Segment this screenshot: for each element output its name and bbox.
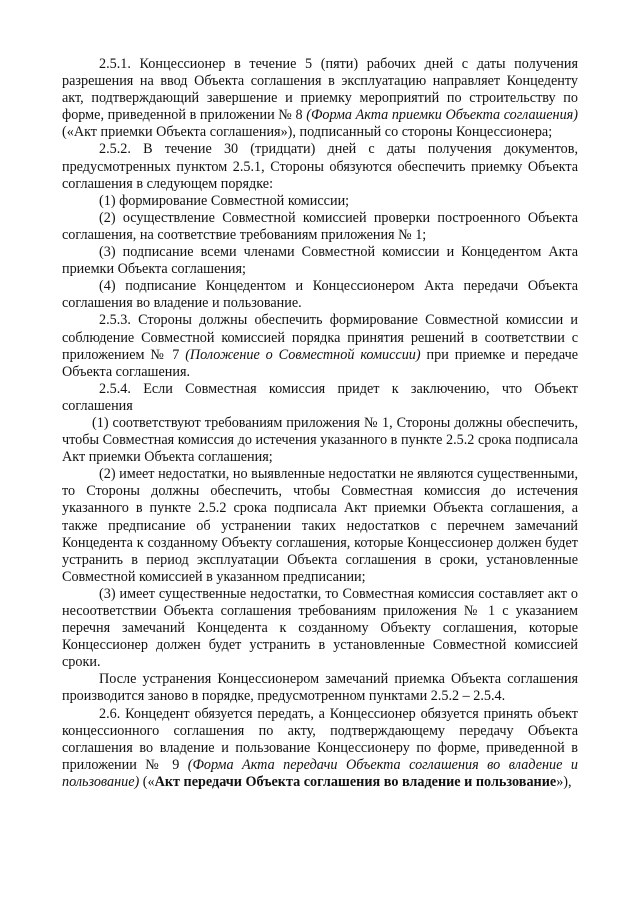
paragraph-text: (2) имеет недостатки, но выявленные недостатки не являются существенными, то Стороны должны обеспечить, чтобы Совместная комиссия до истечения указанного в пункте 2.5.2 срока подписала Акт приемки Объекта соглашения, а также предписание об устранении таких недостатков с перечнем замечаний Концедента к созданному Объекту соглашения, которые Концессионер должен будет устранить в период эксплуатации Объекта соглашения в сроки, установленные Совместной комиссией в указанном предписании;	[62, 466, 578, 585]
paragraph-p252	[62, 141, 578, 192]
paragraph-text: («	[139, 773, 155, 790]
italic-text: (Форма Акта передачи Объекта соглашения во владение и пользование)	[62, 756, 578, 790]
paragraph-p252-1	[62, 193, 578, 210]
paragraph-text: (1) формирование Совместной комиссии;	[99, 192, 350, 209]
paragraph-text: 2.6. Концедент обязуется передать, а Концессионер обязуется принять объект концессионного соглашения по акту, подтверждающему передачу Объекта соглашения во владение и пользование Концессионеру по форме, приведенной в приложении № 9	[62, 705, 578, 773]
paragraph-p254-3	[62, 586, 578, 671]
document-body	[62, 56, 578, 791]
paragraph-text: 2.5.1. Концессионер в течение 5 (пяти) рабочих дней с даты получения разрешения на ввод Объекта соглашения в эксплуатацию направляет Концеденту акт, подтверждающий завершение и приемку мероприятий по строительству по форме, приведенной в приложении № 8	[62, 56, 578, 124]
italic-text: (Форма Акта приемки Объекта соглашения)	[306, 107, 578, 124]
paragraph-p254-after	[62, 671, 578, 705]
paragraph-text: (4) подписание Концедентом и Концессионером Акта передачи Объекта соглашения во владение и пользование.	[62, 278, 578, 312]
paragraph-text: 2.5.2. В течение 30 (тридцати) дней с даты получения документов, предусмотренных пунктом 2.5.1, Стороны обязуются обеспечить приемку Объекта соглашения в следующем порядке:	[62, 141, 578, 192]
paragraph-text: После устранения Концессионером замечаний приемка Объекта соглашения производится заново в порядке, предусмотренном пунктами 2.5.2 – 2.5.4.	[62, 671, 578, 705]
paragraph-p26	[62, 706, 578, 791]
paragraph-text: (3) подписание всеми членами Совместной комиссии и Концедентом Акта приемки Объекта соглашения;	[62, 244, 578, 278]
paragraph-text: («Акт приемки Объекта соглашения»), подписанный со стороны Концессионера;	[62, 124, 553, 141]
paragraph-p251	[62, 56, 578, 141]
bold-text: Акт передачи Объекта соглашения во владение и пользование	[154, 773, 557, 790]
paragraph-p252-2	[62, 210, 578, 244]
paragraph-p253	[62, 312, 578, 380]
paragraph-text: »),	[556, 773, 572, 790]
paragraph-text: (2) осуществление Совместной комиссией проверки построенного Объекта соглашения, на соответствие требованиям приложения № 1;	[62, 209, 578, 243]
paragraph-text: при приемке и передаче Объекта соглашения.	[62, 346, 578, 380]
paragraph-text: (1) соответствуют требованиям приложения № 1, Стороны должны обеспечить, чтобы Совместная комиссия до истечения указанного в пункте 2.5.2 срока подписала Акт приемки Объекта соглашения;	[62, 414, 578, 466]
paragraph-p252-4	[62, 278, 578, 312]
paragraph-p254-1	[62, 415, 578, 466]
paragraph-p252-3	[62, 244, 578, 278]
paragraph-text: 2.5.3. Стороны должны обеспечить формирование Совместной комиссии и соблюдение Совместной комиссией порядка принятия решений в соответствии с приложением № 7	[62, 312, 578, 363]
paragraph-p254	[62, 381, 578, 415]
italic-text: (Положение о Совместной комиссии)	[185, 346, 421, 363]
paragraph-p254-2	[62, 466, 578, 586]
paragraph-text: 2.5.4. Если Совместная комиссия придет к заключению, что Объект соглашения	[62, 380, 578, 414]
paragraph-text: (3) имеет существенные недостатки, то Совместная комиссия составляет акт о несоответствии Объекта соглашения требованиям приложения № 1 с указанием перечня замечаний Концедента к созданному Объекту соглашения, которые Концессионер должен будет устранить в установленные Совместной комиссией сроки.	[62, 585, 578, 671]
